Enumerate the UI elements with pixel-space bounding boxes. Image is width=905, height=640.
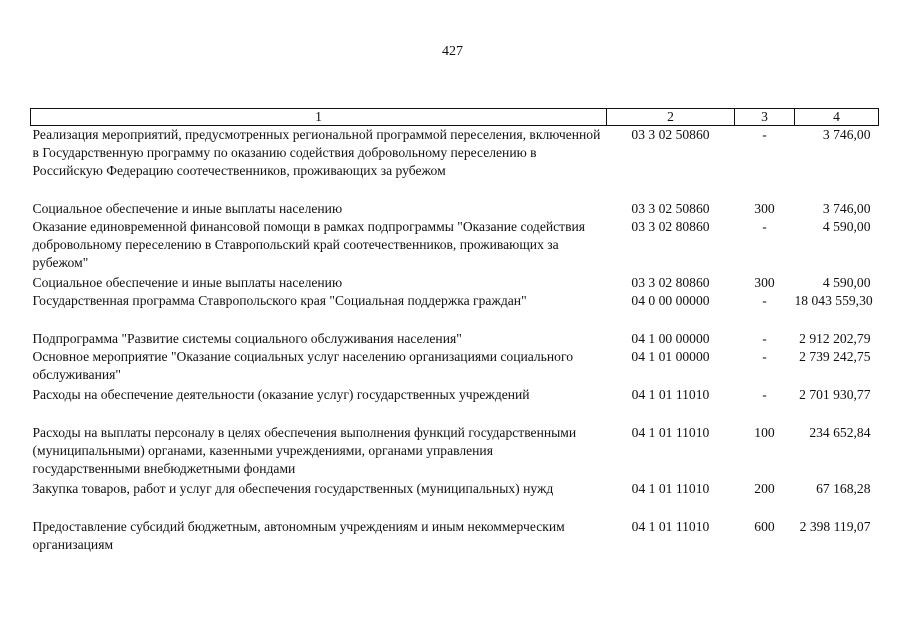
table-row bbox=[31, 126, 879, 200]
row-amount: 3 746,00 bbox=[822, 127, 871, 142]
row-name: Оказание единовременной финансовой помощи в рамках подпрограммы "Оказание содействия добровольному переселению в Ставропольский край соотечественников, проживающих за рубежом" bbox=[32, 218, 586, 270]
row-code: 04 1 00 00000 bbox=[631, 330, 710, 346]
header-name-column: 1 bbox=[31, 109, 607, 126]
row-name: Реализация мероприятий, предусмотренных региональной программой переселения, включенной в Государственную программу по оказанию содействия добровольному переселению в Российскую Федерацию соотечественников, проживающих за рубежом bbox=[32, 127, 601, 178]
table-row bbox=[31, 518, 879, 556]
row-code: 04 1 01 00000 bbox=[631, 348, 710, 364]
row-expense-type: - bbox=[762, 292, 767, 308]
row-name: Подпрограмма "Развитие системы социального обслуживания населения" bbox=[32, 330, 462, 346]
row-expense-type: 300 bbox=[754, 200, 775, 216]
header-type-column: 3 bbox=[735, 109, 795, 126]
table-body bbox=[31, 126, 879, 556]
header-code-column: 2 bbox=[607, 109, 735, 126]
row-name: Социальное обеспечение и иные выплаты населению bbox=[32, 274, 343, 290]
table-row bbox=[31, 292, 879, 330]
row-expense-type: 200 bbox=[754, 480, 775, 496]
page-number: 427 bbox=[442, 44, 463, 59]
row-name: Закупка товаров, работ и услуг для обеспечения государственных (муниципальных) нужд bbox=[32, 480, 554, 496]
row-amount: 2 701 930,77 bbox=[799, 386, 871, 402]
row-amount: 2 912 202,79 bbox=[799, 330, 871, 346]
table-row bbox=[31, 386, 879, 424]
table-row bbox=[31, 274, 879, 292]
row-name: Расходы на выплаты персоналу в целях обеспечения выполнения функций государственными (муниципальными) органами, казенными учреждениями, органами управления государственными внебюджетными фондами bbox=[32, 424, 577, 476]
table-row bbox=[31, 330, 879, 348]
row-expense-type: - bbox=[762, 330, 767, 346]
row-expense-type: - bbox=[762, 127, 767, 142]
row-code: 04 0 00 00000 bbox=[631, 292, 710, 308]
row-expense-type: 100 bbox=[754, 424, 775, 440]
row-name: Социальное обеспечение и иные выплаты населению bbox=[32, 200, 343, 216]
row-amount: 2 739 242,75 bbox=[799, 348, 871, 364]
row-expense-type: 300 bbox=[754, 274, 775, 290]
row-name: Государственная программа Ставропольского края "Социальная поддержка граждан" bbox=[32, 292, 527, 308]
row-code: 03 3 02 80860 bbox=[631, 274, 710, 290]
row-amount: 67 168,28 bbox=[816, 480, 871, 496]
table-header bbox=[31, 109, 879, 126]
row-amount: 4 590,00 bbox=[822, 218, 871, 234]
row-code: 04 1 01 11010 bbox=[631, 386, 710, 402]
row-code: 03 3 02 50860 bbox=[631, 127, 710, 142]
row-amount: 18 043 559,30 bbox=[794, 292, 873, 308]
row-code: 03 3 02 80860 bbox=[631, 218, 710, 234]
row-amount: 4 590,00 bbox=[822, 274, 871, 290]
row-name: Предоставление субсидий бюджетным, автономным учреждениям и иным некоммерческим организациям bbox=[32, 518, 565, 552]
table-row bbox=[31, 348, 879, 386]
table-row bbox=[31, 200, 879, 218]
row-code: 04 1 01 11010 bbox=[631, 518, 710, 534]
row-code: 04 1 01 11010 bbox=[631, 480, 710, 496]
row-code: 03 3 02 50860 bbox=[631, 200, 710, 216]
row-amount: 2 398 119,07 bbox=[799, 518, 871, 534]
row-code: 04 1 01 11010 bbox=[631, 424, 710, 440]
budget-table bbox=[30, 108, 879, 556]
row-amount: 3 746,00 bbox=[822, 200, 871, 216]
table-row bbox=[31, 480, 879, 518]
header-row bbox=[31, 109, 879, 126]
row-expense-type: 600 bbox=[754, 518, 775, 534]
header-amount-column: 4 bbox=[795, 109, 879, 126]
table-row bbox=[31, 218, 879, 274]
row-name: Основное мероприятие "Оказание социальных услуг населению организациями социального обслуживания" bbox=[32, 348, 573, 382]
row-name: Расходы на обеспечение деятельности (оказание услуг) государственных учреждений bbox=[32, 386, 530, 402]
row-expense-type: - bbox=[762, 386, 767, 402]
row-amount: 234 652,84 bbox=[809, 424, 871, 440]
table-row bbox=[31, 424, 879, 480]
row-expense-type: - bbox=[762, 348, 767, 364]
row-expense-type: - bbox=[762, 218, 767, 234]
